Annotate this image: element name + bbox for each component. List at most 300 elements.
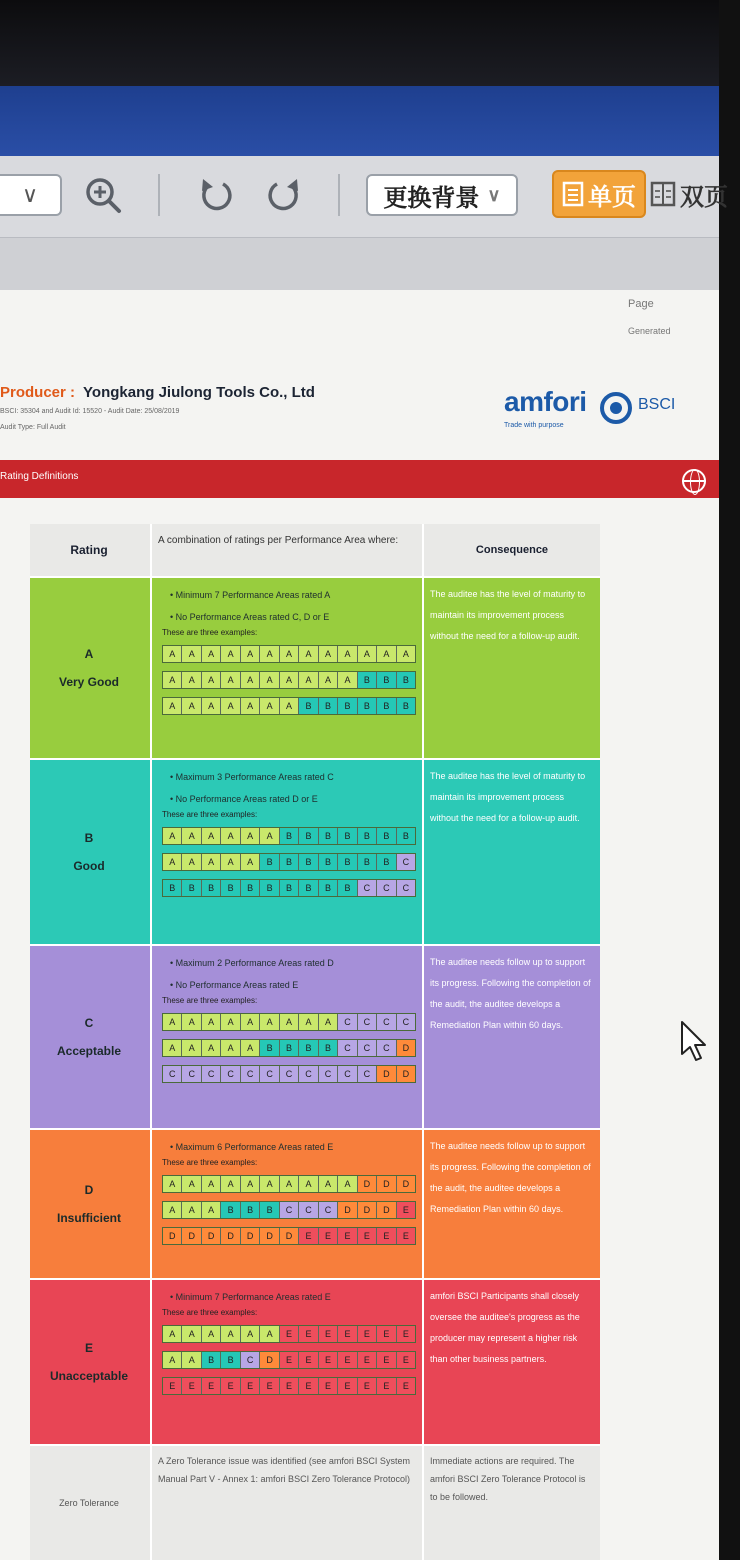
zoom-in-button[interactable] <box>80 172 126 218</box>
example-rating-cell: E <box>338 1378 357 1394</box>
document-page <box>0 290 719 1560</box>
example-rating-cell: A <box>182 646 201 662</box>
example-strip <box>162 1351 416 1369</box>
example-rating-cell: A <box>163 854 182 870</box>
example-rating-cell: B <box>280 828 299 844</box>
example-rating-cell: B <box>299 880 318 896</box>
rating-cell <box>30 946 148 1128</box>
example-rating-cell: A <box>202 1040 221 1056</box>
example-rating-cell: A <box>260 1326 279 1342</box>
example-rating-cell: A <box>260 698 279 714</box>
combination-cell <box>150 1280 420 1444</box>
example-rating-cell: C <box>241 1352 260 1368</box>
example-rating-cell: C <box>299 1202 318 1218</box>
example-rating-cell: B <box>358 672 377 688</box>
example-rating-cell: D <box>377 1066 396 1082</box>
example-rating-cell: B <box>319 698 338 714</box>
example-rating-cell: A <box>182 854 201 870</box>
rating-name: Very Good <box>58 675 120 689</box>
rotate-left-button[interactable] <box>192 172 238 218</box>
example-rating-cell: D <box>260 1352 279 1368</box>
example-strip <box>162 671 416 689</box>
criteria-list <box>158 1286 414 1308</box>
example-rating-cell: B <box>163 880 182 896</box>
example-rating-cell: A <box>182 672 201 688</box>
criteria-list <box>158 952 414 996</box>
example-rating-cell: A <box>280 672 299 688</box>
criteria-item: • Maximum 3 Performance Areas rated C <box>170 766 414 788</box>
example-rating-cell: D <box>377 1202 396 1218</box>
criteria-item: • No Performance Areas rated E <box>170 974 414 996</box>
example-rating-cell: A <box>202 1202 221 1218</box>
example-rating-cell: C <box>397 1014 415 1030</box>
example-rating-cell: B <box>260 1202 279 1218</box>
example-strip <box>162 697 416 715</box>
example-rating-cell: A <box>182 1176 201 1192</box>
combination-cell <box>150 1130 420 1278</box>
example-rating-cell: E <box>299 1228 318 1244</box>
example-strip <box>162 1013 416 1031</box>
zero-tolerance-consequence: Immediate actions are required. The amfori BSCI Zero Tolerance Protocol is to be followed. <box>422 1446 600 1560</box>
example-rating-cell: C <box>338 1014 357 1030</box>
chevron-down-icon: ∨ <box>487 184 501 205</box>
example-rating-cell: B <box>377 854 396 870</box>
example-rating-cell: C <box>241 1066 260 1082</box>
example-rating-cell: B <box>319 880 338 896</box>
examples-label: These are three examples: <box>162 1308 258 1317</box>
example-rating-cell: B <box>202 880 221 896</box>
toolbar-separator <box>338 174 340 216</box>
example-rating-cell: A <box>260 828 279 844</box>
example-rating-cell: B <box>377 828 396 844</box>
table-header-row <box>30 524 600 576</box>
example-rating-cell: A <box>241 1176 260 1192</box>
example-rating-cell: C <box>338 1066 357 1082</box>
example-strip <box>162 1175 416 1193</box>
example-rating-cell: A <box>241 646 260 662</box>
rating-cell <box>30 578 148 758</box>
example-rating-cell: A <box>182 828 201 844</box>
combination-cell <box>150 760 420 944</box>
criteria-list <box>158 584 414 628</box>
example-rating-cell: E <box>377 1352 396 1368</box>
example-rating-cell: A <box>319 1014 338 1030</box>
example-rating-cell: E <box>221 1378 240 1394</box>
example-rating-cell: B <box>299 1040 318 1056</box>
example-rating-cell: B <box>299 828 318 844</box>
example-rating-cell: E <box>319 1378 338 1394</box>
example-rating-cell: D <box>241 1228 260 1244</box>
example-rating-cell: A <box>221 1326 240 1342</box>
example-rating-cell: E <box>377 1326 396 1342</box>
example-rating-cell: A <box>221 1014 240 1030</box>
example-rating-cell: B <box>319 1040 338 1056</box>
generated-label: Generated <box>628 326 671 336</box>
example-rating-cell: C <box>319 1202 338 1218</box>
chevron-down-icon: ∨ <box>21 182 39 207</box>
example-rating-cell: E <box>358 1352 377 1368</box>
example-rating-cell: E <box>163 1378 182 1394</box>
example-rating-cell: D <box>202 1228 221 1244</box>
example-rating-cell: C <box>377 1014 396 1030</box>
amfori-logo <box>504 386 694 436</box>
example-rating-cell: B <box>358 698 377 714</box>
example-rating-cell: A <box>221 1176 240 1192</box>
rotate-right-icon <box>265 175 305 215</box>
example-rating-cell: A <box>241 672 260 688</box>
rating-letter: E <box>84 1341 93 1355</box>
criteria-item: • No Performance Areas rated D or E <box>170 788 414 810</box>
consequence-cell: The auditee needs follow up to support its progress. Following the completion of the audit, the auditee develops a Remediation Plan within 60 days. <box>422 1130 600 1278</box>
example-rating-cell: A <box>221 646 240 662</box>
globe-icon <box>682 469 706 493</box>
example-rating-cell: A <box>163 1202 182 1218</box>
example-rating-cell: C <box>182 1066 201 1082</box>
criteria-list <box>158 766 414 810</box>
consequence-cell: The auditee needs follow up to support its progress. Following the completion of the audit, the auditee develops a Remediation Plan within 60 days. <box>422 946 600 1128</box>
example-rating-cell: B <box>358 854 377 870</box>
example-rating-cell: A <box>202 1176 221 1192</box>
example-rating-cell: A <box>241 1040 260 1056</box>
criteria-item: • Maximum 6 Performance Areas rated E <box>170 1136 414 1158</box>
zero-tolerance-label: Zero Tolerance <box>59 1498 119 1508</box>
example-rating-cell: A <box>241 1014 260 1030</box>
criteria-item: • Maximum 2 Performance Areas rated D <box>170 952 414 974</box>
example-strip <box>162 1065 416 1083</box>
example-rating-cell: E <box>280 1352 299 1368</box>
producer-name: Yongkang Jiulong Tools Co., Ltd <box>83 384 315 401</box>
example-rating-cell: C <box>397 880 415 896</box>
section-title: Rating Definitions <box>0 471 79 482</box>
example-rating-cell: D <box>338 1202 357 1218</box>
example-rating-cell: B <box>338 880 357 896</box>
example-rating-cell: A <box>319 646 338 662</box>
example-rating-cell: A <box>163 828 182 844</box>
example-rating-cell: C <box>358 1040 377 1056</box>
example-rating-cell: A <box>280 698 299 714</box>
example-rating-cell: D <box>397 1066 415 1082</box>
example-rating-cell: D <box>358 1202 377 1218</box>
double-page-icon <box>650 181 676 207</box>
example-rating-cell: A <box>202 698 221 714</box>
example-rating-cell: B <box>358 828 377 844</box>
example-rating-cell: B <box>397 828 415 844</box>
example-rating-cell: A <box>202 646 221 662</box>
rating-cell <box>30 1280 148 1444</box>
example-rating-cell: A <box>299 672 318 688</box>
combination-cell <box>150 946 420 1128</box>
rating-cell <box>30 1130 148 1278</box>
example-rating-cell: A <box>202 672 221 688</box>
example-rating-cell: A <box>202 854 221 870</box>
rating-name: Unacceptable <box>49 1369 129 1383</box>
consequence-cell: The auditee has the level of maturity to maintain its improvement process without the need for a follow-up audit. <box>422 578 600 758</box>
example-rating-cell: A <box>221 698 240 714</box>
example-rating-cell: C <box>358 1066 377 1082</box>
example-rating-cell: E <box>358 1228 377 1244</box>
example-rating-cell: D <box>377 1176 396 1192</box>
example-rating-cell: C <box>260 1066 279 1082</box>
example-rating-cell: C <box>397 854 415 870</box>
example-rating-cell: B <box>397 698 415 714</box>
example-rating-cell: E <box>338 1228 357 1244</box>
example-rating-cell: A <box>163 672 182 688</box>
audit-type: Audit Type: Full Audit <box>0 424 66 431</box>
example-rating-cell: A <box>163 1040 182 1056</box>
example-rating-cell: E <box>299 1352 318 1368</box>
example-rating-cell: E <box>338 1326 357 1342</box>
example-rating-cell: C <box>358 880 377 896</box>
example-rating-cell: D <box>280 1228 299 1244</box>
example-strip <box>162 645 416 663</box>
example-rating-cell: C <box>280 1202 299 1218</box>
examples-label: These are three examples: <box>162 628 258 637</box>
example-rating-cell: A <box>319 1176 338 1192</box>
criteria-item: • Minimum 7 Performance Areas rated A <box>170 584 414 606</box>
rating-letter: D <box>84 1183 94 1197</box>
example-rating-cell: B <box>182 880 201 896</box>
example-rating-cell: B <box>299 854 318 870</box>
example-rating-cell: A <box>280 1014 299 1030</box>
example-rating-cell: B <box>338 698 357 714</box>
pdf-toolbar <box>0 156 728 238</box>
rotate-right-button[interactable] <box>262 172 308 218</box>
criteria-list <box>158 1136 414 1158</box>
example-rating-cell: A <box>202 1326 221 1342</box>
example-rating-cell: C <box>338 1040 357 1056</box>
example-rating-cell: E <box>397 1378 415 1394</box>
example-rating-cell: E <box>241 1378 260 1394</box>
example-rating-cell: A <box>182 1202 201 1218</box>
app-title-bar <box>0 86 719 156</box>
example-rating-cell: C <box>280 1066 299 1082</box>
example-rating-cell: A <box>221 672 240 688</box>
rating-row-e <box>30 1278 600 1444</box>
background-select[interactable] <box>366 174 518 216</box>
example-rating-cell: E <box>358 1378 377 1394</box>
single-page-icon <box>562 181 584 207</box>
example-rating-cell: A <box>241 698 260 714</box>
example-rating-cell: E <box>397 1326 415 1342</box>
rating-letter: A <box>84 647 94 661</box>
double-page-button[interactable] <box>650 170 740 218</box>
example-rating-cell: B <box>338 828 357 844</box>
double-page-label: 双页 <box>680 183 728 211</box>
example-rating-cell: B <box>299 698 318 714</box>
example-strip <box>162 1039 416 1057</box>
header-combination: A combination of ratings per Performance Area where: <box>150 524 420 576</box>
example-rating-cell: A <box>163 1014 182 1030</box>
example-rating-cell: B <box>260 880 279 896</box>
rating-name: Good <box>73 859 105 873</box>
example-strip <box>162 827 416 845</box>
example-rating-cell: A <box>221 854 240 870</box>
amfori-circle-icon <box>600 392 632 424</box>
example-rating-cell: D <box>163 1228 182 1244</box>
example-rating-cell: E <box>202 1378 221 1394</box>
consequence-cell: The auditee has the level of maturity to maintain its improvement process without the need for a follow-up audit. <box>422 760 600 944</box>
example-rating-cell: A <box>163 1326 182 1342</box>
example-rating-cell: E <box>260 1378 279 1394</box>
example-rating-cell: B <box>260 1040 279 1056</box>
example-rating-cell: A <box>299 1014 318 1030</box>
example-rating-cell: C <box>221 1066 240 1082</box>
zero-tolerance-row <box>30 1444 600 1560</box>
zoom-in-icon <box>83 175 123 215</box>
example-strip <box>162 1227 416 1245</box>
example-rating-cell: A <box>338 1176 357 1192</box>
example-rating-cell: A <box>221 1040 240 1056</box>
rotate-left-icon <box>195 175 235 215</box>
rating-letter: B <box>84 831 94 845</box>
examples-label: These are three examples: <box>162 996 258 1005</box>
example-rating-cell: A <box>280 646 299 662</box>
example-rating-cell: B <box>280 854 299 870</box>
example-rating-cell: E <box>280 1378 299 1394</box>
example-rating-cell: A <box>358 646 377 662</box>
example-rating-cell: A <box>182 1040 201 1056</box>
example-rating-cell: A <box>260 646 279 662</box>
single-page-button[interactable] <box>552 170 646 218</box>
example-rating-cell: D <box>182 1228 201 1244</box>
header-consequence: Consequence <box>422 524 600 576</box>
example-rating-cell: A <box>182 1352 201 1368</box>
example-rating-cell: A <box>163 1352 182 1368</box>
consequence-cell: amfori BSCI Participants shall closely oversee the auditee's progress as the producer may represent a higher risk than other business partners. <box>422 1280 600 1444</box>
example-rating-cell: D <box>397 1040 415 1056</box>
example-rating-cell: A <box>221 828 240 844</box>
example-rating-cell: E <box>397 1352 415 1368</box>
example-rating-cell: A <box>377 646 396 662</box>
zoom-select[interactable] <box>0 174 62 216</box>
example-rating-cell: B <box>377 672 396 688</box>
example-rating-cell: B <box>221 1352 240 1368</box>
example-rating-cell: B <box>241 880 260 896</box>
example-rating-cell: A <box>163 698 182 714</box>
example-rating-cell: A <box>299 1176 318 1192</box>
example-rating-cell: A <box>163 646 182 662</box>
single-page-label: 单页 <box>588 183 636 211</box>
example-rating-cell: A <box>182 698 201 714</box>
rating-letter: C <box>84 1016 94 1030</box>
criteria-item: • Minimum 7 Performance Areas rated E <box>170 1286 414 1308</box>
example-rating-cell: B <box>338 854 357 870</box>
example-rating-cell: A <box>241 854 260 870</box>
example-rating-cell: A <box>397 646 415 662</box>
brand-suffix: BSCI <box>638 396 676 413</box>
example-rating-cell: A <box>182 1326 201 1342</box>
examples-label: These are three examples: <box>162 1158 258 1167</box>
example-rating-cell: D <box>358 1176 377 1192</box>
example-rating-cell: E <box>397 1202 415 1218</box>
example-rating-cell: A <box>202 828 221 844</box>
monitor-bezel <box>0 0 719 86</box>
example-rating-cell: E <box>280 1326 299 1342</box>
example-rating-cell: B <box>397 672 415 688</box>
toolbar-separator <box>158 174 160 216</box>
header-rating: Rating <box>70 543 108 557</box>
zero-tolerance-combination: A Zero Tolerance issue was identified (see amfori BSCI System Manual Part V - Annex 1: amfori BSCI Zero Tolerance Protocol) <box>150 1446 420 1560</box>
example-strip <box>162 1201 416 1219</box>
example-rating-cell: C <box>377 880 396 896</box>
example-rating-cell: A <box>241 828 260 844</box>
example-rating-cell: A <box>260 672 279 688</box>
example-rating-cell: B <box>377 698 396 714</box>
example-rating-cell: A <box>202 1014 221 1030</box>
audit-meta: BSCI: 35304 and Audit Id: 15520 - Audit Date: 25/08/2019 <box>0 408 180 415</box>
example-rating-cell: B <box>260 854 279 870</box>
mouse-cursor-icon <box>680 1020 706 1062</box>
example-rating-cell: E <box>319 1228 338 1244</box>
example-rating-cell: B <box>280 1040 299 1056</box>
example-rating-cell: E <box>377 1228 396 1244</box>
example-rating-cell: A <box>319 672 338 688</box>
rating-row-a <box>30 576 600 758</box>
example-rating-cell: A <box>260 1014 279 1030</box>
page-header <box>0 296 719 344</box>
example-rating-cell: B <box>221 1202 240 1218</box>
example-rating-cell: B <box>202 1352 221 1368</box>
rating-cell <box>30 760 148 944</box>
tab-strip <box>0 238 719 290</box>
rating-name: Insufficient <box>56 1211 121 1225</box>
example-rating-cell: E <box>319 1352 338 1368</box>
example-rating-cell: A <box>163 1176 182 1192</box>
example-rating-cell: C <box>319 1066 338 1082</box>
example-strip <box>162 1325 416 1343</box>
example-rating-cell: A <box>280 1176 299 1192</box>
example-rating-cell: D <box>221 1228 240 1244</box>
combination-cell <box>150 578 420 758</box>
example-rating-cell: C <box>202 1066 221 1082</box>
brand-tagline: Trade with purpose <box>504 422 564 429</box>
example-rating-cell: E <box>182 1378 201 1394</box>
background-select-label: 更换背景 <box>383 184 480 212</box>
examples-label: These are three examples: <box>162 810 258 819</box>
producer-line <box>0 384 315 401</box>
producer-label: Producer : <box>0 384 76 401</box>
example-strip <box>162 879 416 897</box>
section-band <box>0 460 719 498</box>
rating-row-d <box>30 1128 600 1278</box>
example-rating-cell: B <box>221 880 240 896</box>
example-rating-cell: A <box>241 1326 260 1342</box>
example-rating-cell: E <box>299 1378 318 1394</box>
page-number-label: Page <box>628 298 654 310</box>
rating-row-c <box>30 944 600 1128</box>
example-strip <box>162 1377 416 1395</box>
example-rating-cell: C <box>299 1066 318 1082</box>
example-rating-cell: A <box>338 646 357 662</box>
example-rating-cell: C <box>163 1066 182 1082</box>
example-rating-cell: E <box>377 1378 396 1394</box>
example-rating-cell: B <box>319 828 338 844</box>
example-strip <box>162 853 416 871</box>
rating-name: Acceptable <box>56 1044 122 1058</box>
example-rating-cell: A <box>260 1176 279 1192</box>
example-rating-cell: C <box>377 1040 396 1056</box>
example-rating-cell: D <box>397 1176 415 1192</box>
brand-word: amfori <box>504 386 587 417</box>
example-rating-cell: A <box>338 672 357 688</box>
example-rating-cell: B <box>280 880 299 896</box>
example-rating-cell: A <box>182 1014 201 1030</box>
rating-row-b <box>30 758 600 944</box>
example-rating-cell: E <box>397 1228 415 1244</box>
example-rating-cell: A <box>299 646 318 662</box>
example-rating-cell: D <box>260 1228 279 1244</box>
example-rating-cell: B <box>319 854 338 870</box>
